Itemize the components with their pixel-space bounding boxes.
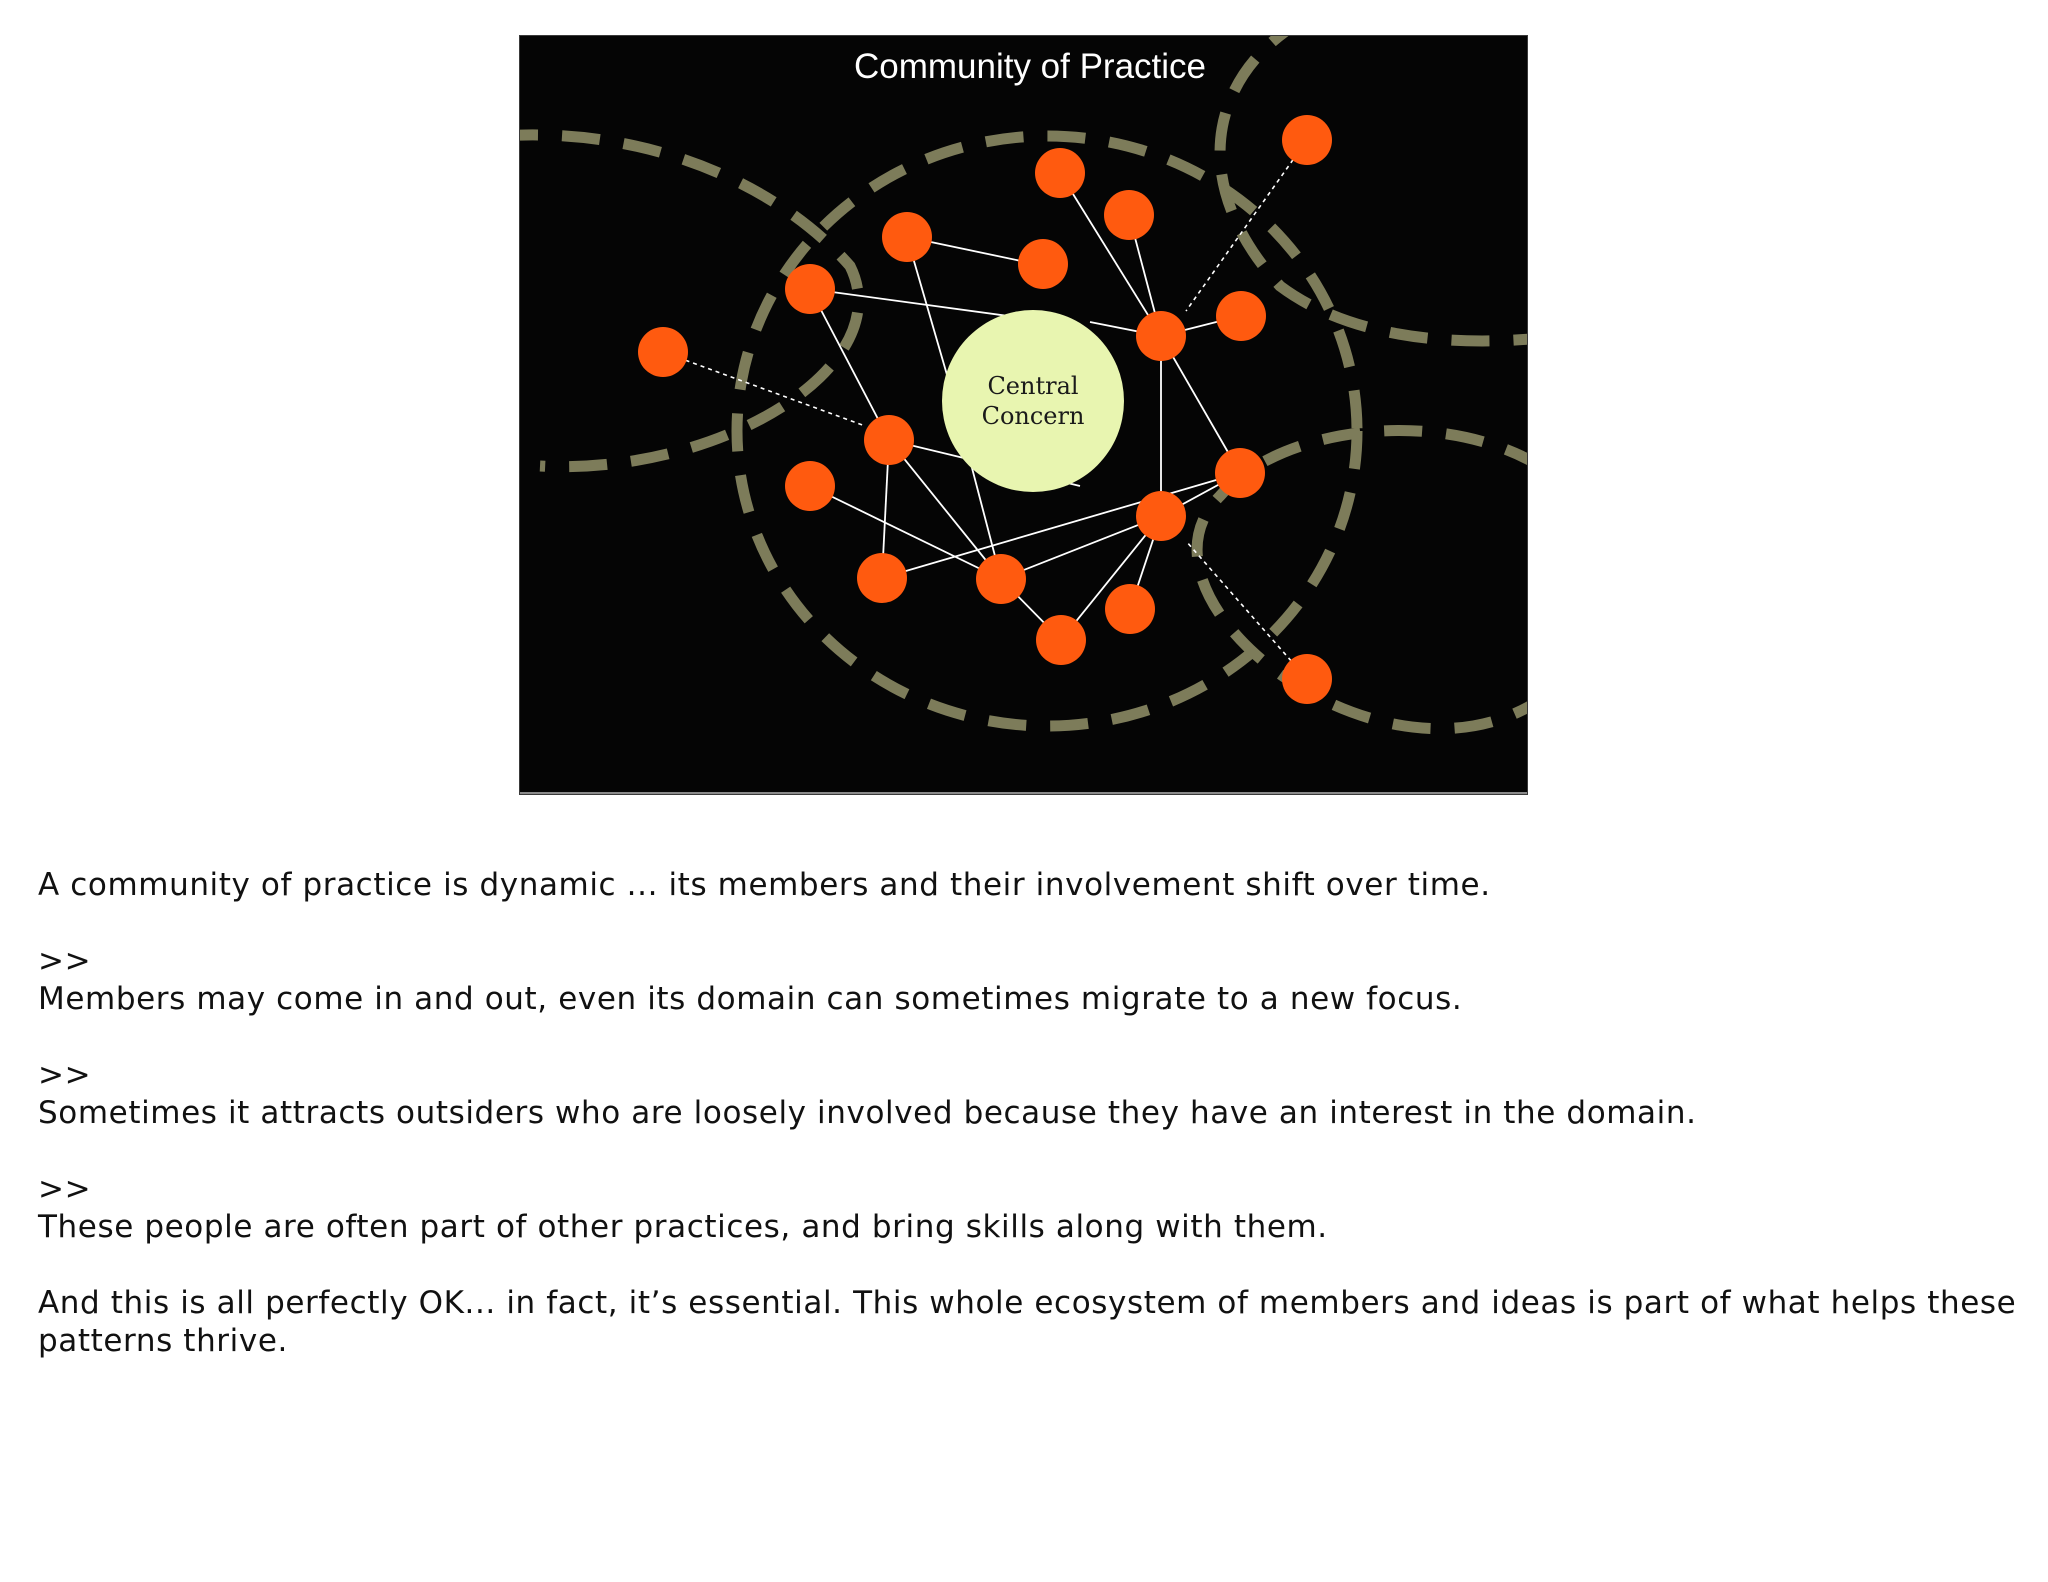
central-concern-label-line1: Central xyxy=(987,372,1079,400)
central-concern-label-line2: Concern xyxy=(981,402,1085,430)
member-node xyxy=(1216,291,1266,341)
member-node xyxy=(1136,491,1186,541)
central-concern-circle xyxy=(942,310,1124,492)
link xyxy=(882,473,1240,578)
domain-ring-top-right xyxy=(1220,36,1527,341)
outsider-node xyxy=(1282,115,1332,165)
outsider-link xyxy=(1186,140,1307,311)
notes-line: Members may come in and out, even its domain can sometimes migrate to a new focus. xyxy=(38,981,1463,1017)
notes-line: Sometimes it attracts outsiders who are loosely involved because they have an interest in the domain. xyxy=(38,1095,1697,1131)
member-node xyxy=(785,461,835,511)
member-node xyxy=(976,554,1026,604)
member-node xyxy=(1215,448,1265,498)
notes-line: And this is all perfectly OK... in fact, it’s essential. This whole ecosystem of members and ideas is part of what helps these patterns thrive. xyxy=(38,1285,2017,1359)
notes-marker: >> xyxy=(38,943,92,979)
notes-marker: >> xyxy=(38,1057,92,1093)
notes-line: A community of practice is dynamic ... its members and their involvement shift over time. xyxy=(38,867,1491,903)
member-node xyxy=(1035,148,1085,198)
notes-line: These people are often part of other practices, and bring skills along with them. xyxy=(38,1209,1328,1245)
link xyxy=(1001,516,1161,579)
slide-title: Community of Practice xyxy=(853,47,1207,86)
member-node xyxy=(882,212,932,262)
member-node xyxy=(1136,311,1186,361)
slide-image xyxy=(520,36,1527,794)
member-node xyxy=(1036,615,1086,665)
member-node xyxy=(857,553,907,603)
member-node xyxy=(1104,190,1154,240)
notes-spacer xyxy=(38,1018,2018,1056)
community-diagram xyxy=(520,36,1527,792)
link xyxy=(810,289,889,440)
outsider-node xyxy=(1282,654,1332,704)
member-node xyxy=(1018,239,1068,289)
member-node xyxy=(1105,584,1155,634)
notes-spacer xyxy=(38,1132,2018,1170)
member-node xyxy=(785,264,835,314)
notes-spacer xyxy=(38,1246,2018,1284)
outsider-node xyxy=(638,327,688,377)
speaker-notes xyxy=(38,866,2018,1360)
notes-marker: >> xyxy=(38,1171,92,1207)
link xyxy=(810,486,1001,579)
member-node xyxy=(864,415,914,465)
notes-spacer xyxy=(38,904,2018,942)
